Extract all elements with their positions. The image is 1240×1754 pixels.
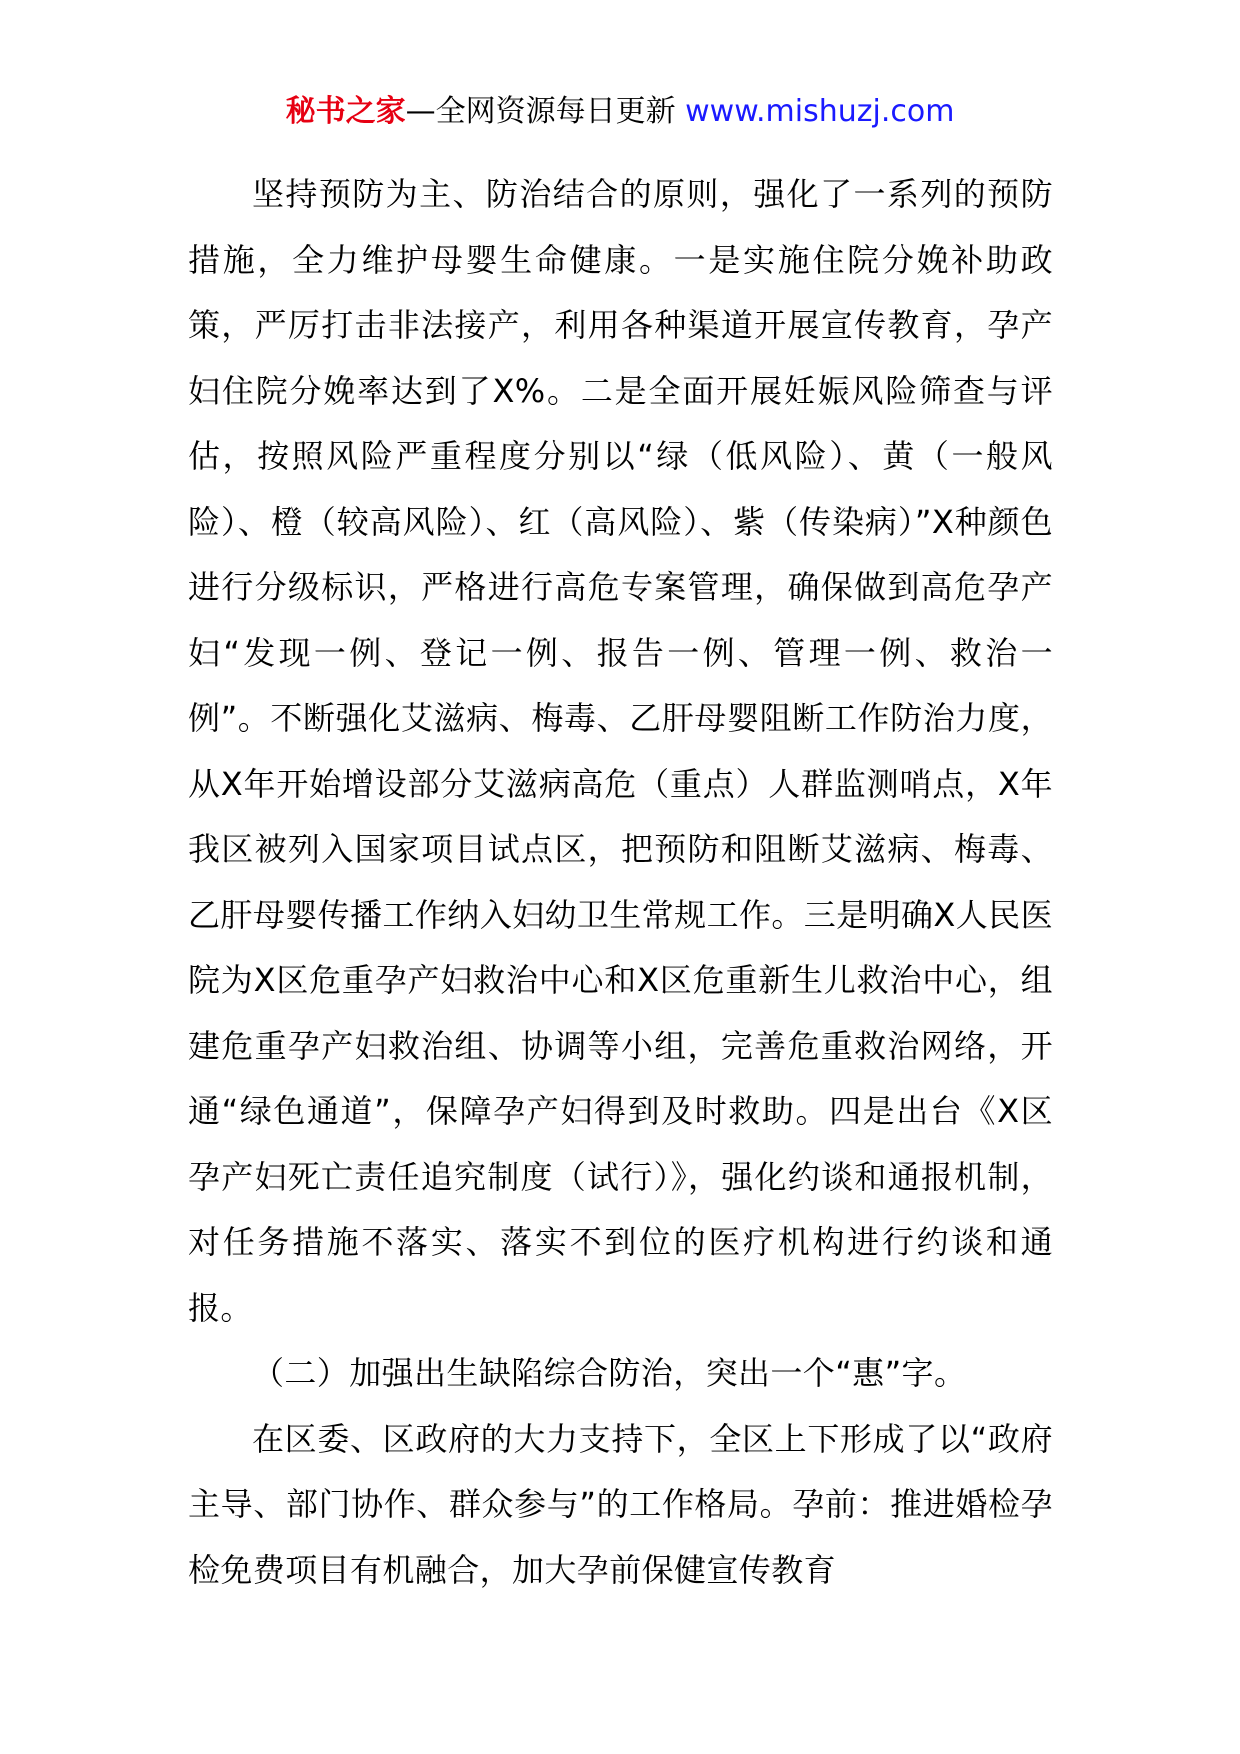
site-header xyxy=(0,92,1240,132)
body-paragraph: 在区委、区政府的大力支持下，全区上下形成了以“政府主导、部门协作、群众参与”的工作格局。孕前：推进婚检孕检免费项目有机融合，加大孕前保健宣传教育 xyxy=(188,1419,1053,1589)
document-body xyxy=(188,162,1053,1603)
site-brand: 秘书之家 xyxy=(285,94,406,129)
site-url-link[interactable]: www.mishuzj.com xyxy=(685,94,955,129)
section-heading: （二）加强出生缺陷综合防治，突出一个“惠”字。 xyxy=(252,1354,967,1392)
site-tagline: —全网资源每日更新 xyxy=(405,94,686,129)
body-paragraph: 坚持预防为主、防治结合的原则，强化了一系列的预防措施，全力维护母婴生命健康。一是实施住院分娩补助政策，严厉打击非法接产，利用各种渠道开展宣传教育，孕产妇住院分娩率达到了X%。二是全面开展妊娠风险筛查与评估，按照风险严重程度分别以“绿（低风险）、黄（一般风险）、橙（较高风险）、红（高风险）、紫（传染病）”X种颜色进行分级标识，严格进行高危专案管理，确保做到高危孕产妇“发现一例、登记一例、报告一例、管理一例、救治一例”。不断强化艾滋病、梅毒、乙肝母婴阻断工作防治力度，从X年开始增设部分艾滋病高危（重点）人群监测哨点，X年我区被列入国家项目试点区，把预防和阻断艾滋病、梅毒、乙肝母婴传播工作纳入妇幼卫生常规工作。三是明确X人民医院为X区危重孕产妇救治中心和X区危重新生儿救治中心，组建危重孕产妇救治组、协调等小组，完善危重救治网络，开通“绿色通道”，保障孕产妇得到及时救助。四是出台《X区孕产妇死亡责任追究制度（试行）》，强化约谈和通报机制，对任务措施不落实、落实不到位的医疗机构进行约谈和通报。 xyxy=(188,175,1053,1327)
